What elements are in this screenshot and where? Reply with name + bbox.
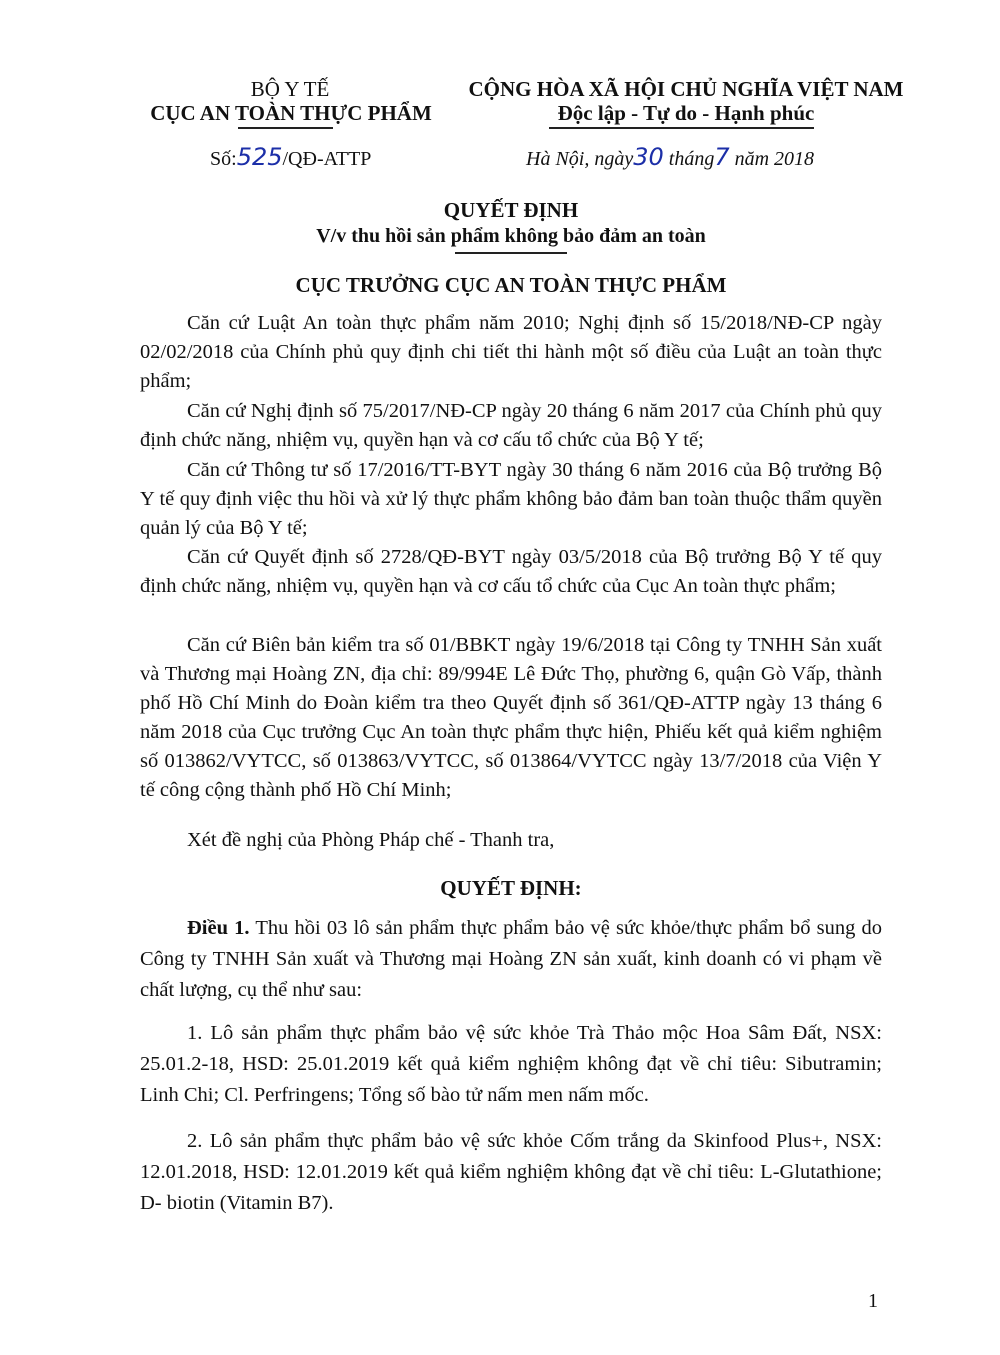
proposal-basis: Xét đề nghị của Phòng Pháp chế - Thanh tra, — [187, 829, 555, 851]
document-number — [210, 140, 371, 176]
decision-subject: V/v thu hồi sản phẩm không bảo đảm an toàn — [316, 225, 706, 247]
legal-basis-2: Căn cứ Nghị định số 75/2017/NĐ-CP ngày 20 tháng 6 năm 2017 của Chính phủ quy định chức năng, nhiệm vụ, quyền hạn và cơ cấu tổ chức của Bộ Y tế; — [140, 400, 882, 451]
document-date — [526, 140, 814, 176]
handwritten-day: 30 — [633, 143, 664, 171]
recall-item-1: 1. Lô sản phẩm thực phẩm bảo vệ sức khỏe Trà Thảo mộc Hoa Sâm Đất, NSX: 25.01.2-18, HSD: 25.01.2019 kết quả kiểm nghiệm không đạt về chỉ tiêu: Sibutramin; Linh Chi; Cl. Perfringens; Tổng số bào tử nấm men nấm mốc. — [140, 1022, 882, 1106]
article-1 — [140, 913, 882, 1006]
authority-title: CỤC TRƯỞNG CỤC AN TOÀN THỰC PHẨM — [295, 273, 727, 297]
motto-underline — [549, 127, 814, 129]
decision-heading: QUYẾT ĐỊNH: — [440, 876, 582, 900]
page-number: 1 — [868, 1290, 878, 1312]
handwritten-number: 525 — [236, 143, 283, 171]
date-year: năm 2018 — [734, 148, 815, 170]
article-1-text: Thu hồi 03 lô sản phẩm thực phẩm bảo vệ sức khỏe/thực phẩm bổ sung do Công ty TNHH Sản xuất và Thương mại Hoàng ZN sản xuất, kinh doanh có vi phạm về chất lượng, cụ thể như sau: — [140, 917, 882, 1001]
number-prefix: Số: — [210, 148, 237, 170]
date-prefix: Hà Nội, ngày — [526, 148, 634, 170]
ministry-name: BỘ Y TẾ — [250, 77, 330, 101]
agency-name: CỤC AN TOÀN THỰC PHẨM — [150, 101, 432, 125]
article-1-label: Điều 1. — [187, 917, 250, 939]
legal-basis-3: Căn cứ Thông tư số 17/2016/TT-BYT ngày 30 tháng 6 năm 2016 của Bộ trưởng Bộ Y tế quy định việc thu hồi và xử lý thực phẩm không bảo đảm ban toàn thuộc thẩm quyền quản lý của Bộ Y tế; — [140, 459, 882, 539]
recall-item-2: 2. Lô sản phẩm thực phẩm bảo vệ sức khỏe Cốm trắng da Skinfood Plus+, NSX: 12.01.2018, HSD: 12.01.2019 kết quả kiểm nghiệm không đạt về chỉ tiêu: L-Glutathione; D- biotin (Vitamin B7). — [140, 1130, 882, 1214]
legal-basis-4: Căn cứ Quyết định số 2728/QĐ-BYT ngày 03/5/2018 của Bộ trưởng Bộ Y tế quy định chức năng, nhiệm vụ, quyền hạn và cơ cấu tổ chức của Cục An toàn thực phẩm; — [140, 546, 882, 597]
agency-underline — [238, 127, 333, 129]
decision-title: QUYẾT ĐỊNH — [443, 198, 579, 222]
motto: Độc lập - Tự do - Hạnh phúc — [557, 101, 815, 125]
subject-underline — [455, 252, 567, 254]
date-month-label: tháng — [668, 148, 715, 170]
legal-basis-5: Căn cứ Biên bản kiểm tra số 01/BBKT ngày 19/6/2018 tại Công ty TNHH Sản xuất và Thương mại Hoàng ZN, địa chỉ: 89/994E Lê Đức Thọ, phường 6, quận Gò Vấp, thành phố Hồ Chí Minh do Đoàn kiểm tra theo Quyết định số 361/QĐ-ATTP ngày 13 tháng 6 năm 2018 của Cục trưởng Cục An toàn thực phẩm thực hiện, Phiếu kết quả kiểm nghiệm số 013862/VYTCC, số 013863/VYTCC, số 013864/VYTCC ngày 13/7/2018 của Viện Y tế công cộng thành phố Hồ Chí Minh; — [140, 634, 882, 801]
handwritten-month: 7 — [714, 143, 730, 171]
number-suffix: /QĐ-ATTP — [282, 148, 372, 170]
legal-basis-1: Căn cứ Luật An toàn thực phẩm năm 2010; Nghị định số 15/2018/NĐ-CP ngày 02/02/2018 của Chính phủ quy định chi tiết thi hành một số điều của Luật an toàn thực phẩm; — [140, 312, 882, 392]
country-name: CỘNG HÒA XÃ HỘI CHỦ NGHĨA VIỆT NAM — [468, 77, 904, 101]
